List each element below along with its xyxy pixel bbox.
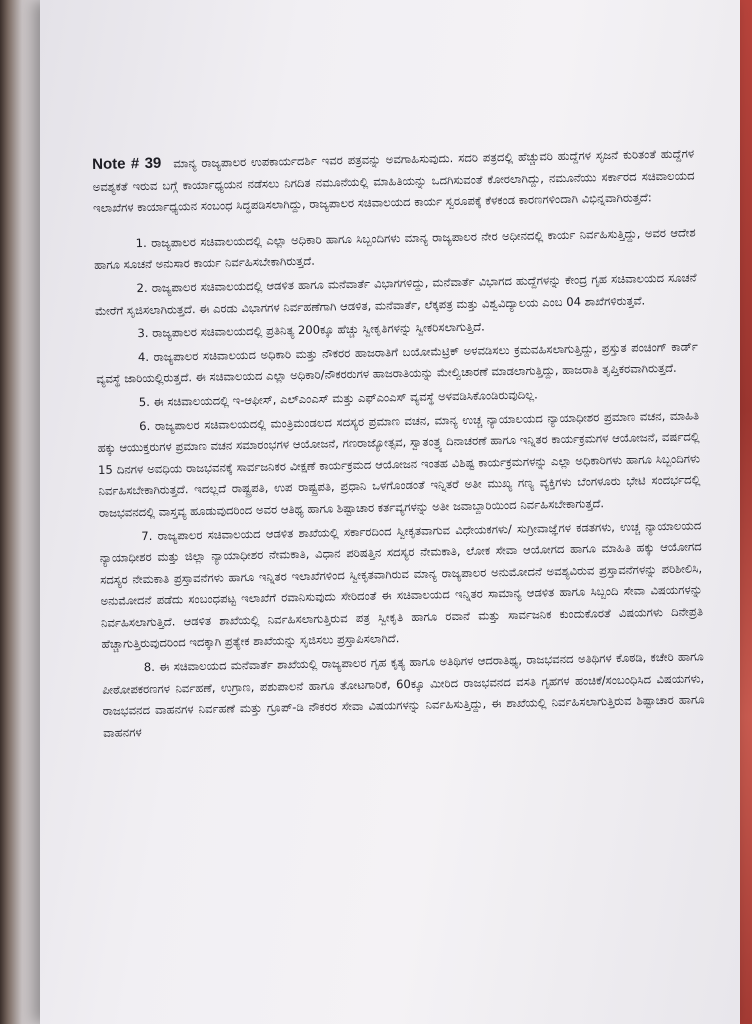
intro-text: ಮಾನ್ಯ ರಾಜ್ಯಪಾಲರ ಉಪಕಾರ್ಯದರ್ಶಿ ಇವರ ಪತ್ರವನ್ನು ಅವಗಾಹಿಸುವುದು. ಸದರಿ ಪತ್ರದಲ್ಲಿ ಹೆಚ್ಚುವರಿ ಹುದ್ದೆಗಳ ಸೃಜನೆ ಕುರಿತಂತೆ ಹುದ್ದೆಗಳ ಅವಶ್ಯಕತೆ ಇರುವ ಬಗ್ಗೆ ಕಾರ್ಯಾಧ್ಯಯನ ನಡೆಸಲು ನಿಗದಿತ ನಮೂನೆಯಲ್ಲಿ ಮಾಹಿತಿಯನ್ನು ಒದಗಿಸುವಂತೆ ಕೋರಲಾಗಿದ್ದು, ನಮೂನೆಯು ಸರ್ಕಾರದ ಸಚಿವಾಲಯದ ಇಲಾಖೆಗಳ ಕಾರ್ಯಾಧ್ಯಯನ ಸಂಬಂಧ ಸಿದ್ಧಪಡಿಸಲಾಗಿದ್ದು, ರಾಜ್ಯಪಾಲರ ಸಚಿವಾಲಯದ ಕಾರ್ಯ ಸ್ವರೂಪಕ್ಕೆ ಕೆಳಕಂಡ ಕಾರಣಗಳಿಂದಾಗಿ ವಿಭಿನ್ನವಾಗಿರುತ್ತದೆ:: [92, 146, 695, 216]
note-label: Note # 39: [92, 154, 162, 173]
background-red-cloth: [738, 0, 752, 1024]
intro-paragraph: [92, 142, 695, 219]
document-body: [92, 142, 705, 744]
list-item: 3. ರಾಜ್ಯಪಾಲರ ಸಚಿವಾಲಯದಲ್ಲಿ ಪ್ರತಿನಿತ್ಯ 200ಕ್ಕೂ ಹೆಚ್ಚು ಸ್ವೀಕೃತಿಗಳನ್ನು ಸ್ವೀಕರಿಸಲಾಗುತ್ತಿದೆ.: [137, 319, 485, 341]
list-item: 6. ರಾಜ್ಯಪಾಲರ ಸಚಿವಾಲಯದಲ್ಲಿ ಮಂತ್ರಿಮಂಡಲದ ಸದಸ್ಯರ ಪ್ರಮಾಣ ವಚನ, ಮಾನ್ಯ ಉಚ್ಚ ನ್ಯಾಯಾಲಯದ ನ್ಯಾಯಾಧೀಶರ ಪ್ರಮಾಣ ವಚನ, ಮಾಹಿತಿ ಹಕ್ಕು ಆಯುಕ್ತರುಗಳ ಪ್ರಮಾಣ ವಚನ ಸಮಾರಂಭಗಳ ಆಯೋಜನೆ, ಗಣರಾಜ್ಯೋತ್ಸವ, ಸ್ವಾತಂತ್ರ್ಯ ದಿನಾಚರಣೆ ಹಾಗೂ ಇನ್ನಿತರ ಕಾರ್ಯಕ್ರಮಗಳ ಆಯೋಜನೆ, ವರ್ಷದಲ್ಲಿ 15 ದಿನಗಳ ಅವಧಿಯ ರಾಜಭವನಕ್ಕೆ ಸಾರ್ವಜನಿಕರ ವೀಕ್ಷಣೆ ಕಾರ್ಯಕ್ರಮದ ಆಯೋಜನ ಇಂತಹ ವಿಶಿಷ್ಟ ಕಾರ್ಯಕ್ರಮಗಳನ್ನು ಎಲ್ಲಾ ಅಧಿಕಾರಿಗಳು ಹಾಗೂ ಸಿಬ್ಬಂದಿಗಳು ನಿರ್ವಹಿಸಬೇಕಾಗಿರುತ್ತದೆ. ಇದಲ್ಲದೆ ರಾಷ್ಟ್ರಪತಿ, ಉಪ ರಾಷ್ಟ್ರಪತಿ, ಪ್ರಧಾನಿ ಒಳಗೊಂಡಂತೆ ಇನ್ನಿತರೆ ಅತೀ ಮುಖ್ಯ ಗಣ್ಯ ವ್ಯಕ್ತಿಗಳು ಬೆಂಗಳೂರು ಭೇಟಿ ಸಂದರ್ಭದಲ್ಲಿ ರಾಜಭವನದಲ್ಲಿ ವಾಸ್ತವ್ಯ ಹೂಡುವುದರಿಂದ ಅವರ ಆತಿಥ್ಯ ಹಾಗೂ ಶಿಷ್ಟಾಚಾರ ಕರ್ತವ್ಯಗಳನ್ನು ಅತೀ ಜವಾಬ್ದಾರಿಯಿಂದ ನಿರ್ವಹಿಸಬೇಕಾಗುತ್ತದೆ.: [97, 407, 701, 520]
list-item: 7. ರಾಜ್ಯಪಾಲರ ಸಚಿವಾಲಯದ ಆಡಳಿತ ಶಾಖೆಯಲ್ಲಿ ಸರ್ಕಾರದಿಂದ ಸ್ವೀಕೃತವಾಗುವ ವಿಧೇಯಕಗಳು/ ಸುಗ್ರೀವಾಜ್ಞೆಗಳ ಕಡತಗಳು, ಉಚ್ಚ ನ್ಯಾಯಾಲಯದ ನ್ಯಾಯಾಧೀಶರ ಮತ್ತು ಜಿಲ್ಲಾ ನ್ಯಾಯಾಧೀಶರ ನೇಮಕಾತಿ, ವಿಧಾನ ಪರಿಷತ್ತಿನ ಸದಸ್ಯರ ನೇಮಕಾತಿ, ಲೋಕ ಸೇವಾ ಆಯೋಗದ ಹಾಗೂ ಮಾಹಿತಿ ಹಕ್ಕು ಆಯೋಗದ ಸದಸ್ಯರ ನೇಮಕಾತಿ ಪ್ರಸ್ತಾವನೆಗಳು ಹಾಗೂ ಇನ್ನಿತರ ಇಲಾಖೆಗಳಿಂದ ಸ್ವೀಕೃತವಾಗಿರುವ ಮಾನ್ಯ ರಾಜ್ಯಪಾಲರ ಅನುಮೋದನೆ ಅವಶ್ಯವಿರುವ ಪ್ರಸ್ತಾವನೆಗಳನ್ನು ಪರಿಶೀಲಿಸಿ, ಅನುಮೋದನೆ ಪಡೆದು ಸಂಬಂಧಪಟ್ಟ ಇಲಾಖೆಗೆ ರವಾನಿಸುವುದು ಸೇರಿದಂತೆ ಈ ಸಚಿವಾಲಯದ ಇನ್ನಿತರ ಸಾಮಾನ್ಯ ಆಡಳಿತ ಹಾಗೂ ಸಿಬ್ಬಂದಿ ಸೇವಾ ವಿಷಯಗಳನ್ನು ನಿರ್ವಹಿಸಲಾಗುತ್ತಿದೆ. ಆಡಳಿತ ಶಾಖೆಯಲ್ಲಿ ನಿರ್ವಹಿಸಲಾಗುತ್ತಿರುವ ಪತ್ರ ಸ್ವೀಕೃತಿ ಹಾಗೂ ರವಾನೆ ಮತ್ತು ಸಾರ್ವಜನಿಕ ಕುಂದುಕೊರತೆ ವಿಷಯಗಳು ದಿನೇಪ್ರತಿ ಹೆಚ್ಚಾಗುತ್ತಿರುವುದರಿಂದ ಇದಕ್ಕಾಗಿ ಪ್ರತ್ಯೇಕ ಶಾಖೆಯನ್ನು ಸೃಜಿಸಲು ಪ್ರಸ್ತಾಪಿಸಲಾಗಿದೆ.: [99, 517, 704, 652]
list-item: 8. ಈ ಸಚಿವಾಲಯದ ಮನೆವಾರ್ತೆ ಶಾಖೆಯಲ್ಲಿ ರಾಜ್ಯಪಾಲರ ಗೃಹ ಕೃತ್ಯ ಹಾಗೂ ಅತಿಥಿಗಳ ಆದರಾತಿಥ್ಯ, ರಾಜಭವನದ ಅತಿಥಿಗಳ ಕೊಠಡಿ, ಕಚೇರಿ ಹಾಗೂ ಪೀಠೋಪಕರಣಗಳ ನಿರ್ವಹಣೆ, ಉಗ್ರಾಣ, ಪಶುಪಾಲನೆ ಹಾಗೂ ತೋಟಗಾರಿಕೆ, 60ಕ್ಕೂ ಮೀರಿದ ರಾಜಭವನದ ವಸತಿ ಗೃಹಗಳ ಹಂಚಿಕೆ/ಸಂಬಂಧಿಸಿದ ವಿಷಯಗಳು, ರಾಜಭವನದ ವಾಹನಗಳ ನಿರ್ವಹಣೆ ಮತ್ತು ಗ್ರೂಪ್-ಡಿ ನೌಕರರ ಸೇವಾ ವಿಷಯಗಳನ್ನು ನಿರ್ವಹಿಸುತ್ತಿದ್ದು, ಈ ಶಾಖೆಯಲ್ಲಿ ನಿರ್ವಹಿಸಲಾಗುತ್ತಿರುವ ಶಿಷ್ಟಾಚಾರ ಹಾಗೂ ವಾಹನಗಳ: [102, 649, 705, 740]
list-item: 4. ರಾಜ್ಯಪಾಲರ ಸಚಿವಾಲಯದ ಅಧಿಕಾರಿ ಮತ್ತು ನೌಕರರ ಹಾಜರಾತಿಗೆ ಬಯೋಮೆಟ್ರಿಕ್ ಅಳವಡಿಸಲು ಕ್ರಮವಹಿಸಲಾಗುತ್ತಿದ್ದು, ಪ್ರಸ್ತುತ ಪಂಚಿಂಗ್ ಕಾರ್ಡ್ ವ್ಯವಸ್ಥೆ ಜಾರಿಯಲ್ಲಿರುತ್ತದೆ. ಈ ಸಚಿವಾಲಯದ ಎಲ್ಲಾ ಅಧಿಕಾರಿ/ನೌಕರರುಗಳ ಹಾಜರಾತಿಯನ್ನು ಮೇಲ್ವಿಚಾರಣೆ ಮಾಡಲಾಗುತ್ತಿದ್ದು, ಹಾಜರಾತಿ ತೃಪ್ತಿಕರವಾಗಿರುತ್ತದೆ.: [96, 339, 698, 387]
list-item: 2. ರಾಜ್ಯಪಾಲರ ಸಚಿವಾಲಯದಲ್ಲಿ ಆಡಳಿತ ಹಾಗೂ ಮನೆವಾರ್ತೆ ವಿಭಾಗಗಳಿದ್ದು, ಮನೆವಾರ್ತೆ ವಿಭಾಗದ ಹುದ್ದೆಗಳನ್ನು ಕೇಂದ್ರ ಗೃಹ ಸಚಿವಾಲಯದ ಸೂಚನೆ ಮೇರೆಗೆ ಸೃಜಿಸಲಾಗಿರುತ್ತದೆ. ಈ ಎರಡು ವಿಭಾಗಗಳ ನಿರ್ವಹಣೆಗಾಗಿ ಆಡಳಿತ, ಮನೆವಾರ್ತೆ, ಲೆಕ್ಕಪತ್ರ ಮತ್ತು ವಿಶ್ವವಿದ್ಯಾಲಯ ಎಂಬ 04 ಶಾಖೆಗಳಿರುತ್ತವೆ.: [94, 270, 697, 318]
list-item: 1. ರಾಜ್ಯಪಾಲರ ಸಚಿವಾಲಯದಲ್ಲಿ ಎಲ್ಲಾ ಅಧಿಕಾರಿ ಹಾಗೂ ಸಿಬ್ಬಂದಿಗಳು ಮಾನ್ಯ ರಾಜ್ಯಪಾಲರ ನೇರ ಅಧೀನದಲ್ಲಿ ಕಾರ್ಯ ನಿರ್ವಹಿಸುತ್ತಿದ್ದು, ಅವರ ಆದೇಶ ಹಾಗೂ ಸೂಚನೆ ಅನುಸಾರ ಕಾರ್ಯ ನಿರ್ವಹಿಸಬೇಕಾಗಿರುತ್ತದೆ.: [94, 225, 696, 273]
list-item: 5. ಈ ಸಚಿವಾಲಯದಲ್ಲಿ ಇ-ಆಫೀಸ್, ಎಲ್‌ಎಂಎಸ್ ಮತ್ತು ಎಫ್‌ಎಂಎಸ್ ವ್ಯವಸ್ಥೆ ಅಳವಡಿಸಿಕೊಂಡಿರುವುದಿಲ್ಲ.: [138, 387, 538, 410]
